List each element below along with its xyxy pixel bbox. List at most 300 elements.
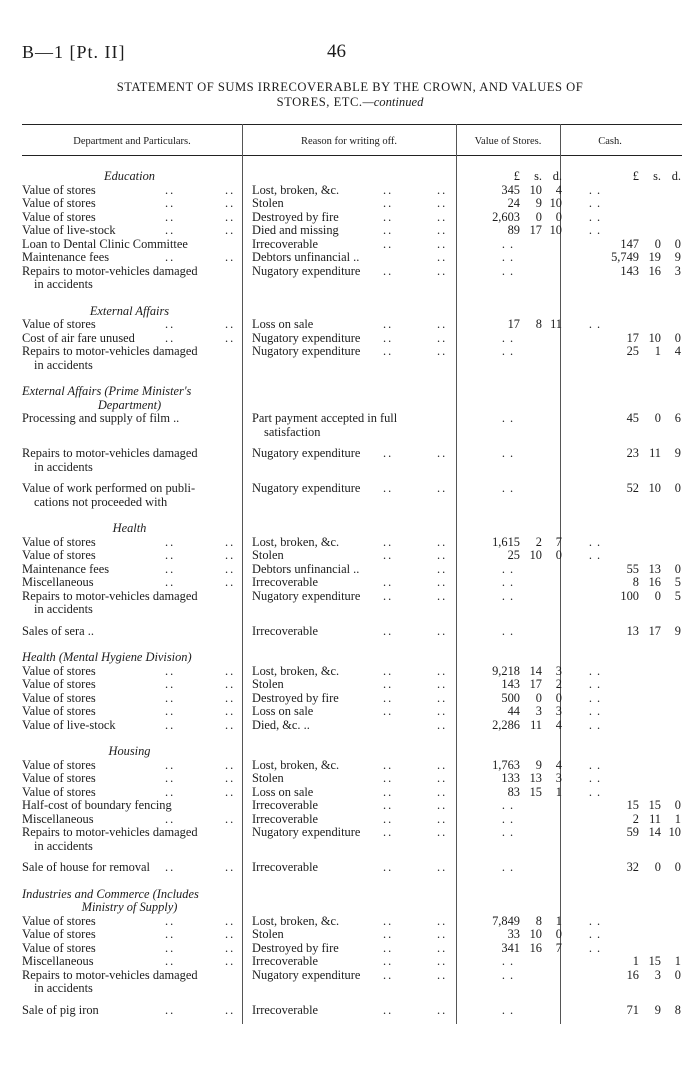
row-value-of-stores	[458, 345, 560, 359]
cash-amount-pence: 1	[674, 811, 681, 826]
value-amount-pounds: 83	[507, 784, 520, 799]
cash-empty-dots: . .	[588, 757, 602, 772]
row-value-of-stores	[458, 482, 560, 496]
value-amount-pounds: 1,615	[492, 534, 520, 549]
table-row-continuation	[0, 982, 700, 996]
row-cash	[563, 928, 683, 942]
statement-title	[14, 80, 686, 110]
value-amount-pounds: 7,849	[492, 913, 520, 928]
cash-amount-pence: 4	[674, 344, 681, 358]
row-value-of-stores	[458, 549, 560, 563]
leader-dots: ..	[165, 927, 176, 941]
row-cash	[563, 625, 683, 639]
row-reason: Irrecoverable	[252, 860, 319, 874]
row-particulars: Maintenance fees	[22, 561, 110, 576]
leader-dots: ..	[437, 860, 448, 874]
row-reason: Nugatory expenditure	[252, 588, 361, 603]
cash-amount-pounds: 147	[620, 236, 639, 251]
leader-dots: ..	[437, 798, 448, 812]
row-particulars-continued: cations not proceeded with	[34, 494, 168, 509]
row-reason: Nugatory expenditure	[252, 446, 361, 460]
leader-dots: ..	[437, 250, 448, 264]
leader-dots: ..	[383, 1002, 394, 1017]
cash-empty-dots: . .	[588, 663, 602, 678]
cash-amount-shillings: 0	[654, 411, 661, 425]
leader-dots: ..	[225, 913, 236, 928]
cash-amount	[563, 826, 681, 840]
cash-empty-dots: . .	[588, 223, 602, 237]
section-heading	[0, 888, 700, 902]
cash-amount-pounds: 5,749	[611, 250, 639, 264]
row-particulars: Sale of house for removal	[22, 860, 150, 874]
row-particulars-continued: in accidents	[34, 838, 93, 853]
value-amount-pence: 0	[555, 209, 562, 224]
cash-empty-dots: . .	[588, 209, 602, 224]
table-row-continuation	[0, 359, 700, 373]
cash-amount	[563, 447, 681, 461]
value-amount-shillings: 17	[529, 223, 542, 237]
value-amount-shillings: 0	[535, 690, 542, 705]
cash-empty-dots: . .	[588, 196, 602, 210]
cash-amount	[563, 590, 681, 604]
cash-amount	[563, 576, 681, 590]
row-particulars: Value of stores	[22, 663, 96, 678]
cash-amount-pence: 0	[674, 481, 681, 495]
row-cash	[563, 799, 683, 813]
row-particulars: Repairs to motor-vehicles damaged	[22, 446, 198, 460]
leader-dots: ..	[165, 196, 176, 210]
value-empty-dots: . .	[501, 446, 515, 460]
value-amount-pence: 3	[555, 704, 562, 718]
section-heading	[0, 745, 700, 759]
table-row	[0, 318, 700, 332]
value-amount	[458, 719, 562, 733]
table-row-continuation	[0, 278, 700, 292]
cash-amount-pence: 3	[674, 263, 681, 278]
cash-amount-pounds: 1	[632, 954, 639, 968]
section-heading-text: Housing	[108, 744, 151, 758]
leader-dots: ..	[225, 534, 236, 549]
value-amount-pence: 3	[555, 663, 562, 678]
cash-amount	[563, 955, 681, 969]
value-amount-shillings: 9	[535, 196, 542, 210]
value-amount-pence: 4	[555, 717, 562, 732]
row-reason: Lost, broken, &c.	[252, 663, 340, 678]
row-cash	[563, 826, 683, 840]
value-amount-pounds: 9,218	[492, 663, 520, 678]
value-amount-pounds: 345	[501, 182, 520, 197]
row-particulars: Value of stores	[22, 913, 96, 928]
value-amount-shillings: 3	[535, 704, 542, 718]
leader-dots: ..	[437, 677, 448, 691]
value-currency-pounds: £	[513, 169, 520, 183]
row-particulars: Repairs to motor-vehicles damaged	[22, 344, 198, 358]
table-row	[0, 265, 700, 279]
table-row	[0, 224, 700, 238]
leader-dots: ..	[383, 954, 394, 968]
leader-dots: ..	[383, 344, 394, 358]
row-value-of-stores	[458, 590, 560, 604]
leader-dots: ..	[165, 954, 176, 968]
row-cash	[563, 861, 683, 875]
row-value-of-stores	[458, 251, 560, 265]
table-row-continuation	[0, 426, 700, 440]
cash-amount	[563, 563, 681, 577]
title-line-2-text: STORES, ETC.	[276, 95, 363, 109]
leader-dots: ..	[165, 757, 176, 772]
value-empty-dots: . .	[501, 236, 515, 251]
leader-dots: ..	[165, 330, 176, 345]
value-amount	[458, 915, 562, 929]
row-value-of-stores	[458, 536, 560, 550]
row-spacer	[0, 996, 700, 1004]
cash-amount-pounds: 59	[626, 825, 639, 839]
value-empty-dots: . .	[501, 860, 515, 874]
leader-dots: ..	[225, 250, 236, 264]
cash-amount-shillings: 9	[654, 1002, 661, 1017]
cash-amount	[563, 861, 681, 875]
leader-dots: ..	[383, 940, 394, 955]
row-reason: Stolen	[252, 677, 284, 691]
value-currency	[458, 170, 562, 184]
table-row	[0, 692, 700, 706]
cash-amount	[563, 238, 681, 252]
section-heading-text: Health (Mental Hygiene Division)	[22, 650, 192, 664]
row-particulars: Repairs to motor-vehicles damaged	[22, 967, 198, 982]
value-amount	[458, 772, 562, 786]
value-amount-pence: 0	[555, 548, 562, 562]
leader-dots: ..	[437, 927, 448, 941]
row-reason: Nugatory expenditure	[252, 344, 361, 358]
leader-dots: ..	[225, 561, 236, 576]
leader-dots: ..	[383, 317, 394, 331]
leader-dots: ..	[437, 344, 448, 358]
row-value-of-stores	[458, 705, 560, 719]
value-amount-pence: 3	[555, 771, 562, 785]
leader-dots: ..	[437, 704, 448, 718]
cash-amount-shillings: 1	[654, 344, 661, 358]
table-row	[0, 665, 700, 679]
value-amount-pence: 0	[555, 690, 562, 705]
value-amount-pence: 10	[549, 196, 562, 210]
leader-dots: ..	[383, 481, 394, 495]
table-row	[0, 447, 700, 461]
value-amount-pence: 7	[555, 940, 562, 955]
leader-dots: ..	[165, 771, 176, 785]
value-amount-pence: 2	[555, 677, 562, 691]
cash-amount-shillings: 14	[648, 825, 661, 839]
section-heading-text: Industries and Commerce (Includes	[22, 886, 199, 901]
section-heading	[0, 651, 700, 665]
row-cash	[563, 345, 683, 359]
row-value-of-stores	[458, 412, 560, 426]
value-amount-shillings: 11	[530, 717, 542, 732]
row-particulars: Value of stores	[22, 182, 96, 197]
cash-empty-dots: . .	[588, 771, 602, 785]
leader-dots: ..	[437, 534, 448, 549]
table-row	[0, 549, 700, 563]
value-amount-shillings: 10	[529, 927, 542, 941]
value-empty-dots: . .	[501, 967, 515, 982]
row-reason: Stolen	[252, 771, 284, 785]
title-continued: —continued	[362, 95, 424, 109]
row-particulars-continued: in accidents	[34, 981, 93, 995]
value-amount-shillings: 0	[535, 209, 542, 224]
row-cash	[563, 238, 683, 252]
row-particulars-continued: in accidents	[34, 277, 93, 291]
cash-amount-pounds: 2	[632, 811, 639, 826]
cash-amount	[563, 625, 681, 639]
leader-dots: ..	[165, 690, 176, 705]
row-cash	[563, 536, 683, 550]
column-header-value: Value of Stores.	[474, 136, 542, 147]
leader-dots: ..	[165, 940, 176, 955]
section-spacer	[0, 875, 700, 888]
table-row	[0, 1004, 700, 1018]
section-heading-text: Education	[104, 169, 155, 183]
value-amount-pence: 1	[555, 784, 562, 799]
row-reason: Lost, broken, &c.	[252, 913, 340, 928]
table-row	[0, 861, 700, 875]
table-row	[0, 482, 700, 496]
row-value-of-stores	[458, 942, 560, 956]
leader-dots: ..	[383, 798, 394, 812]
cash-amount-shillings: 10	[648, 330, 661, 345]
leader-dots: ..	[383, 223, 394, 237]
table-row	[0, 332, 700, 346]
leader-dots: ..	[165, 534, 176, 549]
value-empty-dots: . .	[501, 825, 515, 839]
row-cash	[563, 265, 683, 279]
cash-amount-shillings: 15	[648, 954, 661, 968]
value-amount	[458, 318, 562, 332]
row-cash	[563, 665, 683, 679]
leader-dots: ..	[165, 250, 176, 264]
value-amount-pence: 1	[555, 913, 562, 928]
leader-dots: ..	[437, 196, 448, 210]
value-amount-shillings: 9	[535, 757, 542, 772]
value-currency-pence: d.	[552, 169, 562, 183]
table-row	[0, 915, 700, 929]
value-empty-dots: . .	[501, 811, 515, 826]
value-amount-shillings: 17	[529, 677, 542, 691]
cash-amount-pounds: 8	[632, 575, 639, 589]
leader-dots: ..	[165, 223, 176, 237]
row-particulars: Value of live-stock	[22, 223, 116, 237]
table-row	[0, 251, 700, 265]
row-particulars: Value of stores	[22, 927, 96, 941]
leader-dots: ..	[383, 784, 394, 799]
value-empty-dots: . .	[501, 1002, 515, 1017]
row-reason: Lost, broken, &c.	[252, 182, 340, 197]
row-reason: Nugatory expenditure	[252, 825, 361, 839]
row-value-of-stores	[458, 184, 560, 198]
row-reason: Loss on sale	[252, 317, 314, 331]
row-reason: Died, &c. ..	[252, 717, 310, 732]
leader-dots: ..	[165, 717, 176, 732]
row-particulars: Miscellaneous	[22, 954, 94, 968]
leader-dots: ..	[383, 182, 394, 197]
cash-amount-pounds: 143	[620, 263, 639, 278]
cash-amount-pence: 0	[674, 860, 681, 874]
value-amount	[458, 678, 562, 692]
row-reason: Destroyed by fire	[252, 209, 339, 224]
value-empty-dots: . .	[501, 330, 515, 345]
row-cash	[563, 318, 683, 332]
table-row	[0, 813, 700, 827]
leader-dots: ..	[225, 196, 236, 210]
cash-amount-pence: 0	[674, 798, 681, 812]
row-reason: Irrecoverable	[252, 236, 319, 251]
cash-amount-shillings: 13	[648, 561, 661, 576]
row-value-of-stores	[458, 224, 560, 238]
statement-table-body	[0, 170, 700, 1017]
row-reason: Part payment accepted in full	[252, 411, 398, 425]
table-header-rule	[22, 155, 682, 156]
row-cash	[563, 576, 683, 590]
row-reason: Stolen	[252, 927, 284, 941]
cash-amount-pence: 0	[674, 967, 681, 982]
leader-dots: ..	[225, 717, 236, 732]
table-row	[0, 799, 700, 813]
row-particulars: Sale of pig iron	[22, 1002, 99, 1017]
cash-amount-pence: 1	[674, 954, 681, 968]
row-value-of-stores	[458, 786, 560, 800]
row-cash	[563, 692, 683, 706]
table-row-continuation	[0, 840, 700, 854]
cash-amount-shillings: 10	[648, 481, 661, 495]
leader-dots: ..	[383, 623, 394, 638]
cash-amount-pounds: 71	[626, 1002, 639, 1017]
row-value-of-stores	[458, 772, 560, 786]
leader-dots: ..	[383, 663, 394, 678]
leader-dots: ..	[165, 913, 176, 928]
cash-empty-dots: . .	[588, 927, 602, 941]
cash-amount	[563, 265, 681, 279]
cash-empty-dots: . .	[588, 784, 602, 799]
table-row	[0, 211, 700, 225]
leader-dots: ..	[225, 330, 236, 345]
value-amount-pence: 11	[550, 317, 562, 331]
leader-dots: ..	[225, 704, 236, 718]
leader-dots: ..	[383, 967, 394, 982]
leader-dots: ..	[437, 663, 448, 678]
value-empty-dots: . .	[501, 411, 515, 425]
table-row-continuation	[0, 496, 700, 510]
title-line-2	[14, 95, 686, 110]
leader-dots: ..	[383, 196, 394, 210]
cash-amount-shillings: 3	[654, 967, 661, 982]
row-particulars: Value of stores	[22, 771, 96, 785]
leader-dots: ..	[437, 913, 448, 928]
leader-dots: ..	[437, 757, 448, 772]
section-heading	[0, 305, 700, 319]
cash-amount-shillings: 11	[649, 446, 661, 460]
cash-amount-shillings: 17	[648, 623, 661, 638]
row-particulars: Value of stores	[22, 704, 96, 718]
leader-dots: ..	[225, 182, 236, 197]
value-amount-pounds: 500	[501, 690, 520, 705]
row-particulars: Sales of sera ..	[22, 623, 94, 638]
value-amount-pounds: 143	[501, 677, 520, 691]
cash-amount	[563, 332, 681, 346]
row-cash	[563, 942, 683, 956]
value-amount	[458, 786, 562, 800]
leader-dots: ..	[225, 663, 236, 678]
row-reason: Irrecoverable	[252, 798, 319, 812]
cash-amount-shillings: 0	[654, 588, 661, 603]
table-row	[0, 969, 700, 983]
row-cash	[563, 705, 683, 719]
value-amount-shillings: 16	[529, 940, 542, 955]
value-amount-pence: 10	[549, 223, 562, 237]
value-amount	[458, 536, 562, 550]
section-spacer	[0, 732, 700, 745]
row-reason: Stolen	[252, 548, 284, 562]
row-value-of-stores	[458, 692, 560, 706]
cash-amount-pounds: 23	[626, 446, 639, 460]
table-row	[0, 625, 700, 639]
leader-dots: ..	[225, 677, 236, 691]
row-reason-continued: satisfaction	[264, 424, 321, 439]
cash-amount	[563, 412, 681, 426]
leader-dots: ..	[225, 940, 236, 955]
value-amount-pounds: 17	[507, 317, 520, 331]
leader-dots: ..	[437, 209, 448, 224]
leader-dots: ..	[437, 561, 448, 576]
cash-currency-header	[563, 170, 683, 184]
section-spacer	[0, 292, 700, 305]
table-row	[0, 184, 700, 198]
leader-dots: ..	[165, 811, 176, 826]
value-amount-pounds: 133	[501, 771, 520, 785]
row-value-of-stores	[458, 265, 560, 279]
value-amount-pence: 4	[555, 182, 562, 197]
row-cash	[563, 772, 683, 786]
value-empty-dots: . .	[501, 588, 515, 603]
row-particulars: Value of stores	[22, 757, 96, 772]
table-row	[0, 197, 700, 211]
leader-dots: ..	[383, 690, 394, 705]
cash-amount-pence: 9	[674, 623, 681, 638]
cash-amount-pounds: 17	[626, 330, 639, 345]
leader-dots: ..	[165, 1002, 176, 1017]
section-heading-text: External Affairs (Prime Minister's	[22, 384, 192, 398]
row-reason: Lost, broken, &c.	[252, 534, 340, 549]
value-amount-pounds: 2,603	[492, 209, 520, 224]
row-value-of-stores	[458, 813, 560, 827]
table-row	[0, 719, 700, 733]
row-reason: Irrecoverable	[252, 623, 319, 638]
row-cash	[563, 251, 683, 265]
value-amount-pounds: 25	[507, 548, 520, 562]
value-amount-pence: 4	[555, 757, 562, 772]
cash-amount-pence: 9	[674, 446, 681, 460]
leader-dots: ..	[437, 223, 448, 237]
value-amount-shillings: 8	[535, 913, 542, 928]
value-amount-shillings: 2	[535, 534, 542, 549]
row-cash	[563, 678, 683, 692]
leader-dots: ..	[437, 330, 448, 345]
value-empty-dots: . .	[501, 575, 515, 589]
value-amount-shillings: 8	[535, 317, 542, 331]
value-empty-dots: . .	[501, 263, 515, 278]
leader-dots: ..	[383, 534, 394, 549]
cash-amount-shillings: 16	[648, 263, 661, 278]
cash-amount-shillings: 0	[654, 236, 661, 251]
value-amount	[458, 184, 562, 198]
section-heading-text: Health	[112, 521, 147, 535]
